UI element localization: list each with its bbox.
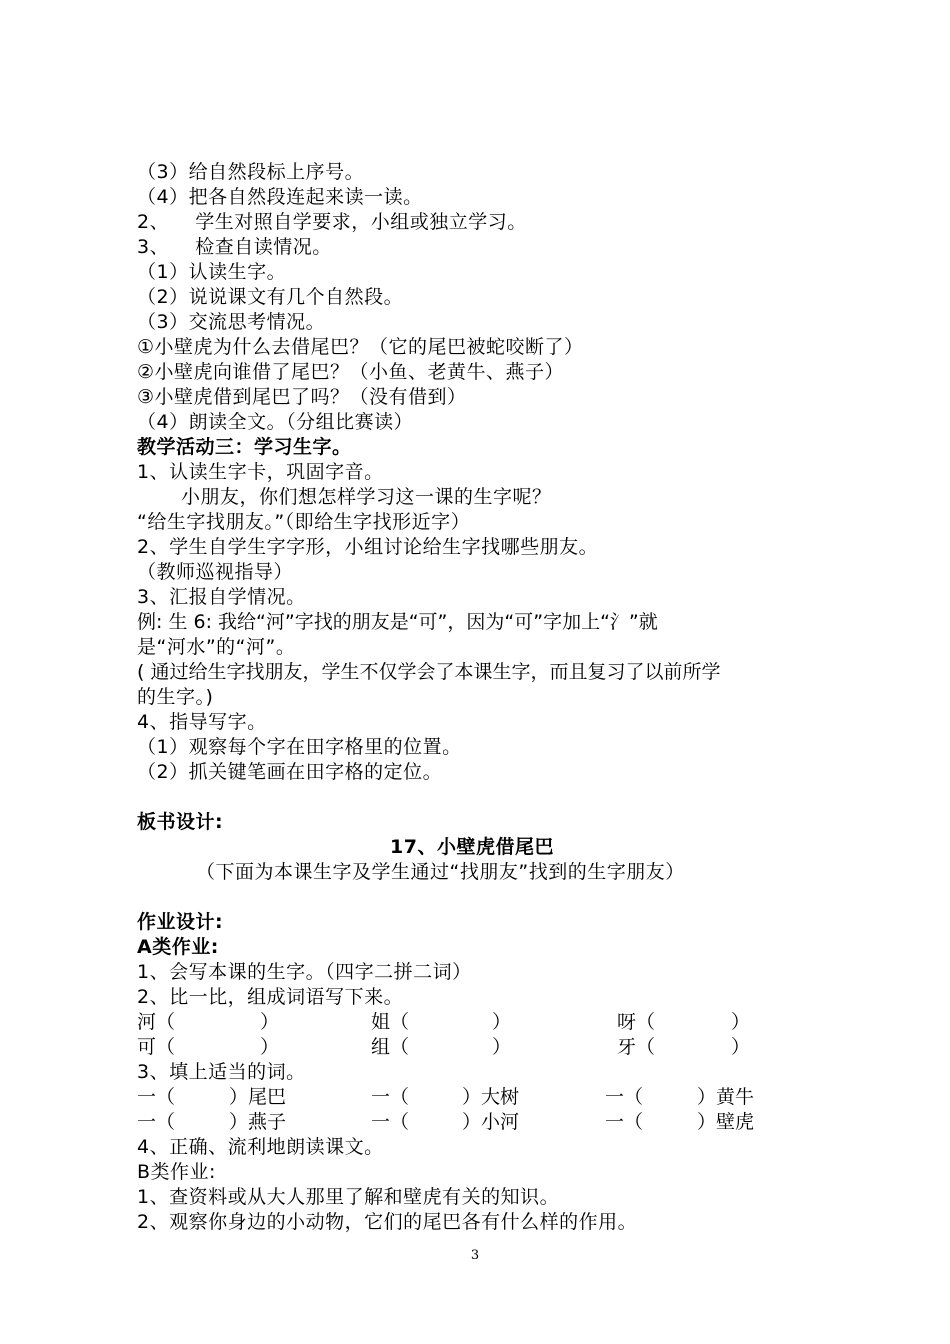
- text-line: 小朋友，你们想怎样学习这一课的生字呢？: [181, 486, 552, 508]
- board-subtitle: （下面为本课生字及学生通过“找朋友”找到的生字朋友）: [196, 861, 685, 883]
- text-line: （3）给自然段标上序号。: [137, 161, 365, 183]
- fill-cell: ）黄牛: [697, 1086, 755, 1108]
- compare-cell: ）: [260, 1036, 280, 1058]
- text-line: “给生字找朋友。”（即给生字找形近字）: [137, 511, 471, 533]
- text-line: 的生字。): [137, 686, 214, 708]
- compare-cell: ）: [492, 1011, 512, 1033]
- text-line: （2）说说课文有几个自然段。: [137, 286, 404, 308]
- fill-cell: ）尾巴: [229, 1086, 287, 1108]
- text-line: ( 通过给生字找朋友，学生不仅学会了本课生字，而且复习了以前所学: [137, 661, 721, 683]
- text-line: 2、比一比，组成词语写下来。: [137, 986, 404, 1008]
- compare-cell: 可（: [137, 1036, 176, 1058]
- section-heading: 作业设计:: [137, 911, 224, 933]
- text-line: ③小壁虎借到尾巴了吗？（没有借到）: [137, 386, 467, 408]
- text-line: ①小壁虎为什么去借尾巴？（它的尾巴被蛇咬断了）: [137, 336, 584, 358]
- compare-cell: 姐（: [371, 1011, 410, 1033]
- compare-cell: 牙（: [617, 1036, 656, 1058]
- fill-cell: 一（: [137, 1086, 176, 1108]
- fill-cell: 一（: [371, 1086, 410, 1108]
- compare-cell: ）: [260, 1011, 280, 1033]
- text-line: 是“河水”的“河”。: [137, 636, 296, 658]
- fill-cell: ）壁虎: [697, 1111, 755, 1133]
- text-line: （3）交流思考情况。: [137, 311, 326, 333]
- text-line: 3、汇报自学情况。: [137, 586, 306, 608]
- fill-cell: 一（: [605, 1111, 644, 1133]
- text-line: 例: 生 6: 我给“河”字找的朋友是“可”，因为“可”字加上“氵”就: [137, 611, 658, 633]
- text-line: 3、 检查自读情况。: [137, 236, 332, 258]
- section-heading: B类作业:: [137, 1161, 216, 1183]
- text-line: 1、会写本课的生字。（四字二拼二词）: [137, 961, 472, 983]
- compare-cell: 呀（: [617, 1011, 656, 1033]
- compare-cell: 河（: [137, 1011, 176, 1033]
- text-line: （教师巡视指导）: [137, 561, 294, 583]
- page-number: 3: [470, 1248, 480, 1263]
- fill-cell: 一（: [137, 1111, 176, 1133]
- text-line: （4）把各自然段连起来读一读。: [137, 186, 423, 208]
- text-line: 2、学生自学生字字形，小组讨论给生字找哪些朋友。: [137, 536, 599, 558]
- text-line: 2、观察你身边的小动物，它们的尾巴各有什么样的作用。: [137, 1211, 638, 1233]
- compare-cell: ）: [731, 1036, 751, 1058]
- text-line: 3、填上适当的词。: [137, 1061, 306, 1083]
- compare-cell: ）: [492, 1036, 512, 1058]
- text-line: （2）抓关键笔画在田字格的定位。: [137, 761, 443, 783]
- text-line: 4、正确、流利地朗读课文。: [137, 1136, 384, 1158]
- compare-cell: ）: [731, 1011, 751, 1033]
- text-line: 1、查资料或从大人那里了解和壁虎有关的知识。: [137, 1186, 560, 1208]
- board-title: 17、小壁虎借尾巴: [390, 836, 554, 858]
- fill-cell: 一（: [371, 1111, 410, 1133]
- fill-cell: ）大树: [462, 1086, 520, 1108]
- text-line: 4、指导写字。: [137, 711, 267, 733]
- section-heading: 板书设计:: [137, 811, 224, 833]
- section-heading: 教学活动三：学习生字。: [137, 436, 352, 458]
- text-line: ②小壁虎向谁借了尾巴？（小鱼、老黄牛、燕子）: [137, 361, 565, 383]
- text-line: （1）认读生字。: [137, 261, 287, 283]
- fill-cell: ）燕子: [229, 1111, 287, 1133]
- fill-cell: ）小河: [462, 1111, 520, 1133]
- text-line: 1、认读生字卡，巩固字音。: [137, 461, 384, 483]
- fill-cell: 一（: [605, 1086, 644, 1108]
- text-line: 2、 学生对照自学要求，小组或独立学习。: [137, 211, 527, 233]
- text-line: （4）朗读全文。（分组比赛读）: [137, 411, 414, 433]
- text-line: （1）观察每个字在田字格里的位置。: [137, 736, 462, 758]
- section-heading: A类作业:: [137, 936, 219, 958]
- compare-cell: 组（: [371, 1036, 410, 1058]
